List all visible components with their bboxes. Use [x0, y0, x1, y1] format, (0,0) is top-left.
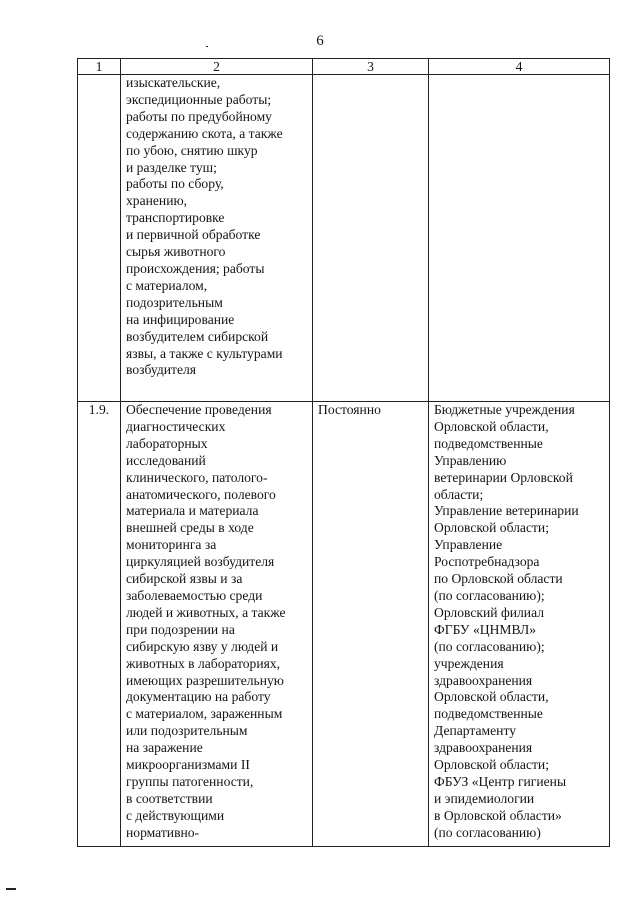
column-header: 1: [78, 59, 121, 75]
text-line: внешней среды в ходе: [126, 520, 254, 536]
table-body: [78, 75, 610, 847]
text-line: заболеваемостью среди: [126, 587, 263, 603]
text-line: транспортировке: [126, 210, 225, 226]
text-line: по Орловской области: [434, 571, 563, 587]
scan-artifact: [6, 888, 16, 890]
text-line: возбудителем сибирской: [126, 328, 269, 344]
text-line: Орловской области;: [434, 520, 549, 536]
text-line: с действующими: [126, 807, 225, 823]
text-line: по убою, снятию шкур: [126, 142, 258, 158]
term-cell: [313, 402, 429, 847]
text-line: (по согласованию);: [434, 587, 545, 603]
text-line: изыскательские,: [126, 75, 221, 90]
text-line: Управление ветеринарии: [434, 503, 579, 519]
text-line: хранению,: [126, 193, 188, 209]
table-row: [78, 75, 610, 402]
text-line: на заражение: [126, 740, 203, 756]
text-line: анатомического, полевого: [126, 486, 276, 502]
text-line: экспедиционные работы;: [126, 91, 272, 107]
text-line: или подозрительным: [126, 723, 248, 739]
table-row: [78, 402, 610, 847]
text-line: и эпидемиологии: [434, 790, 535, 806]
text-line: Постоянно: [318, 402, 381, 417]
text-line: содержанию скота, а также: [126, 125, 283, 141]
text-line: и разделке туш;: [126, 159, 217, 175]
text-line: ФГБУ «ЦНМВЛ»: [434, 621, 537, 637]
text-line: на инфицирование: [126, 311, 235, 327]
text-line: подозрительным: [126, 294, 223, 310]
text-line: ветеринарии Орловской: [434, 469, 573, 485]
text-line: диагностических: [126, 418, 226, 434]
text-line: Орловской области,: [434, 689, 549, 705]
executors-cell: [429, 75, 610, 402]
text-line: в Орловской области»: [434, 807, 562, 823]
text-line: Департаменту: [434, 723, 517, 739]
text-line: происхождения; работы: [126, 260, 265, 276]
text-line: животных в лабораториях,: [126, 655, 281, 671]
text-line: (по согласованию);: [434, 638, 545, 654]
column-header: 3: [313, 59, 429, 75]
text-line: исследований: [126, 452, 206, 468]
text-line: группы патогенности,: [126, 773, 254, 789]
text-line: учреждения: [434, 655, 504, 671]
text-line: Обеспечение проведения: [126, 402, 272, 417]
activity-cell: [121, 402, 313, 847]
text-line: мониторинга за: [126, 537, 217, 553]
text-line: с материалом, зараженным: [126, 706, 283, 722]
column-header: 2: [121, 59, 313, 75]
text-line: области;: [434, 486, 484, 502]
document-table: [77, 58, 610, 847]
text-line: возбудителя: [126, 362, 197, 378]
text-line: здравоохранения: [434, 740, 533, 756]
text-line: здравоохранения: [434, 672, 533, 688]
text-line: материала и материала: [126, 503, 259, 519]
text-line: нормативно-: [126, 824, 200, 840]
item-number-cell: [78, 75, 121, 402]
text-line: подведомственные: [434, 706, 543, 722]
text-line: при подозрении на: [126, 621, 235, 637]
text-line: Бюджетные учреждения: [434, 402, 575, 417]
text-line: циркуляцией возбудителя: [126, 554, 275, 570]
item-number-cell: 1.9.: [78, 402, 121, 847]
text-line: людей и животных, а также: [126, 604, 286, 620]
text-line: ФБУЗ «Центр гигиены: [434, 773, 567, 789]
text-line: Орловской области,: [434, 418, 549, 434]
table-header-row: [78, 59, 610, 75]
text-line: и первичной обработке: [126, 227, 261, 243]
term-cell: [313, 75, 429, 402]
page-number: 6: [316, 33, 324, 49]
text-line: сибирскую язву у людей и: [126, 638, 279, 654]
text-line: Управлению: [434, 452, 507, 468]
text-line: подведомственные: [434, 435, 543, 451]
text-line: работы по сбору,: [126, 176, 224, 192]
text-line: работы по предубойному: [126, 108, 272, 124]
text-line: Управление: [434, 537, 503, 553]
activity-cell: [121, 75, 313, 402]
executors-cell: [429, 402, 610, 847]
text-line: лабораторных: [126, 435, 208, 451]
column-header: 4: [429, 59, 610, 75]
text-line: имеющих разрешительную: [126, 672, 284, 688]
text-line: Роспотребнадзора: [434, 554, 540, 570]
text-line: клинического, патолого-: [126, 469, 268, 485]
text-line: Орловской области;: [434, 757, 549, 773]
text-line: сибирской язвы и за: [126, 571, 243, 587]
text-line: (по согласованию): [434, 824, 541, 840]
text-line: микроорганизмами II: [126, 757, 250, 773]
text-line: язвы, а также с культурами: [126, 345, 283, 361]
text-line: Орловский филиал: [434, 604, 545, 620]
scan-artifact: [206, 46, 208, 47]
text-line: с материалом,: [126, 277, 208, 293]
text-line: сырья животного: [126, 244, 226, 260]
text-line: документацию на работу: [126, 689, 271, 705]
text-line: в соответствии: [126, 790, 213, 806]
